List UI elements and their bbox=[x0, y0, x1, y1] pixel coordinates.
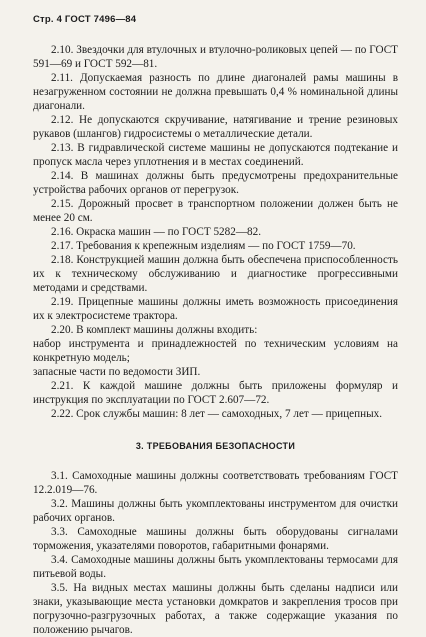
clause-2-14: 2.14. В машинах должны быть предусмотрены предохранительные устройства рабочих органов от перегрузок. bbox=[33, 170, 398, 196]
document-body bbox=[33, 43, 398, 637]
page-header: Стр. 4 ГОСТ 7496—84 bbox=[33, 14, 137, 25]
clause-2-17: 2.17. Требования к крепежным изделиям — по ГОСТ 1759—70. bbox=[51, 240, 356, 252]
clause-2-19: 2.19. Прицепные машины должны иметь возможность присоединения их к электросистеме трактора. bbox=[33, 296, 398, 322]
clause-2-16: 2.16. Окраска машин — по ГОСТ 5282—82. bbox=[51, 226, 262, 238]
clause-2-18: 2.18. Конструкцией машин должна быть обеспечена приспособленность их к техническому обслуживанию и диагностике прогрессивными методами и средствами. bbox=[33, 254, 398, 294]
section-heading: 3. ТРЕБОВАНИЯ БЕЗОПАСНОСТИ bbox=[135, 441, 296, 451]
clause-2-15: 2.15. Дорожный просвет в транспортном положении должен быть не менее 20 см. bbox=[33, 198, 398, 224]
clause-3-3: 3.3. Самоходные машины должны быть оборудованы сигналами торможения, указателями поворотов, габаритными фонарями. bbox=[33, 526, 398, 552]
clause-3-2: 3.2. Машины должны быть укомплектованы инструментом для очистки рабочих органов. bbox=[33, 498, 398, 524]
list-item: запасные части по ведомости ЗИП. bbox=[33, 366, 201, 378]
list-item: набор инструмента и принадлежностей по техническим условиям на конкретную модель; bbox=[33, 338, 398, 364]
clause-2-11: 2.11. Допускаемая разность по длине диагоналей рамы машины в незагруженном состоянии не должна превышать 0,4 % номинальной длины диагонали. bbox=[33, 72, 398, 112]
clause-3-1: 3.1. Самоходные машины должны соответствовать требованиям ГОСТ 12.2.019—76. bbox=[33, 470, 398, 496]
clause-2-21: 2.21. К каждой машине должны быть приложены формуляр и инструкция по эксплуатации по ГОСТ 2.607—72. bbox=[33, 380, 398, 406]
clause-2-20: 2.20. В комплект машины должны входить: bbox=[51, 324, 258, 336]
clause-3-5: 3.5. На видных местах машины должны быть сделаны надписи или знаки, указывающие места установки домкратов и закрепления тросов при погрузочно-разгрузочных работах, а также содержащие указания по положению рычагов. bbox=[33, 582, 398, 636]
clause-2-12: 2.12. Не допускаются скручивание, натягивание и трение резиновых рукавов (шлангов) гидросистемы о металлические детали. bbox=[33, 114, 398, 140]
clause-2-22: 2.22. Срок службы машин: 8 лет — самоходных, 7 лет — прицепных. bbox=[51, 408, 383, 420]
clause-2-10: 2.10. Звездочки для втулочных и втулочно-роликовых цепей — по ГОСТ 591—69 и ГОСТ 592—81. bbox=[33, 44, 398, 70]
clause-2-13: 2.13. В гидравлической системе машины не допускаются подтекание и пропуск масла через уплотнения и в местах соединений. bbox=[33, 142, 398, 168]
clause-3-4: 3.4. Самоходные машины должны быть укомплектованы термосами для питьевой воды. bbox=[33, 554, 398, 580]
